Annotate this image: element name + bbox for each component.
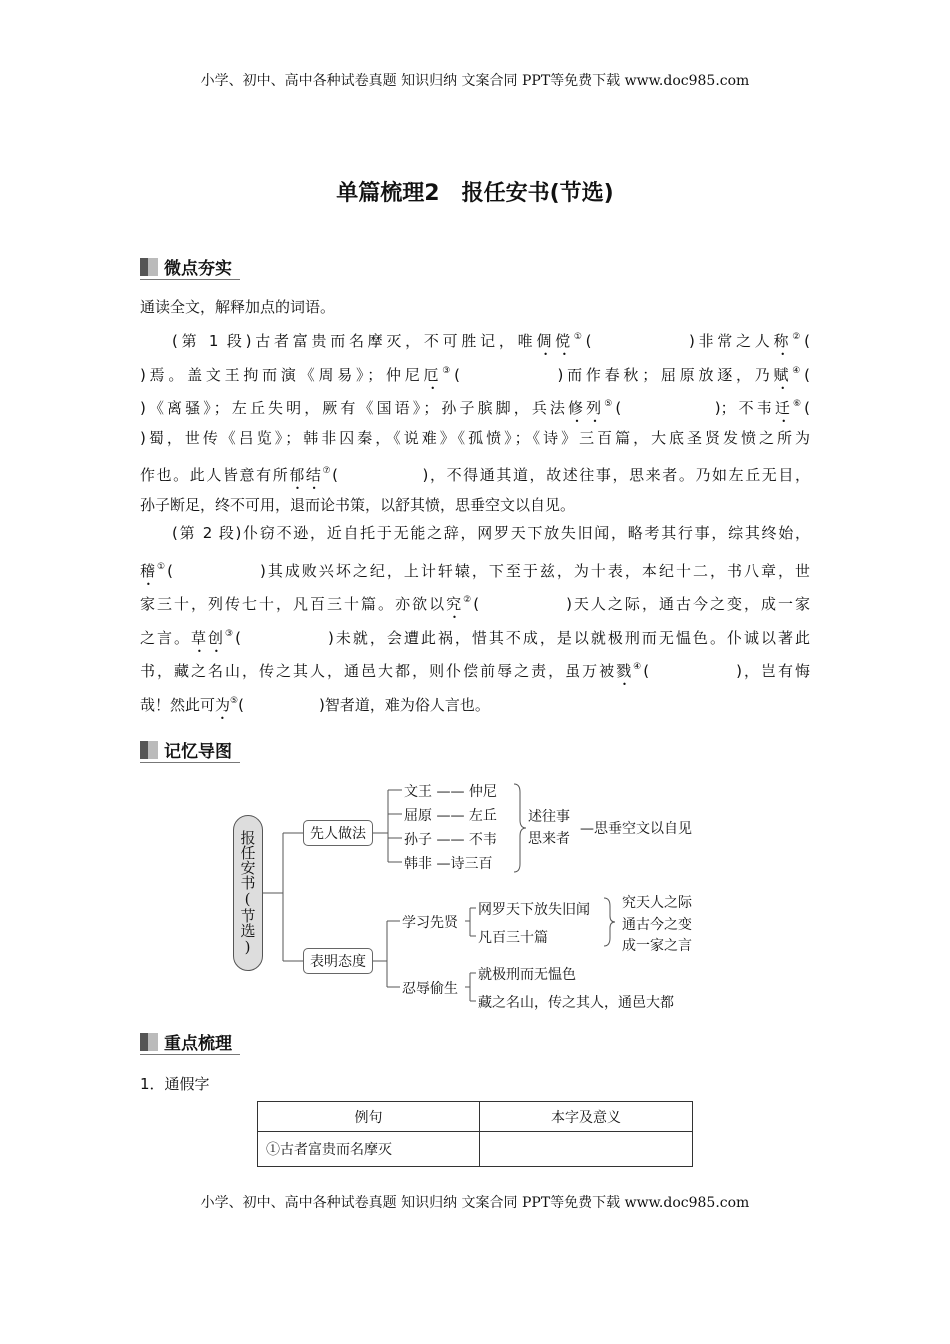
column-header: 例句 — [258, 1102, 480, 1132]
mind-map-node-xianren: 先人做法 — [303, 820, 373, 846]
mind-map-leaf: 孙子 —— 不韦 — [404, 832, 497, 848]
dotted-word: 倜傥 — [536, 332, 574, 350]
dotted-word: 修列 — [568, 399, 605, 417]
footnote-number: ② — [463, 595, 474, 605]
text: (第 2 段)仆窃不逊，近自托于无能之辞，网罗天下放失旧闻，略考其行事，综其终始， — [172, 524, 810, 542]
list-heading: 1．通假字 — [140, 1075, 210, 1093]
mind-map-leaf: —思垂空文以自见 — [580, 821, 692, 837]
footnote-number: ① — [573, 332, 586, 342]
instruction: 通读全文，解释加点的词语。 — [140, 298, 336, 316]
text: )《离骚》；左丘失明，厥有《国语》；孙子膑脚，兵法 — [140, 399, 569, 417]
text: 书，藏之名山，传之其人，通邑大都，则仆偿前辱之责，虽万被 — [140, 662, 617, 680]
dotted-word: 究 — [446, 595, 464, 613]
mind-map-leaf: 网罗天下放失旧闻 — [478, 902, 590, 918]
mind-map-leaf: 韩非 —诗三百 — [404, 856, 493, 872]
mind-map-root: 报任安书(节选) — [233, 815, 263, 971]
page-header: 小学、初中、高中各种试卷真题 知识归纳 文案合同 PPT等免费下载 www.doc985.com — [200, 73, 750, 89]
dotted-word: 迁 — [774, 399, 793, 417]
section-title: 记忆导图 — [164, 742, 232, 762]
mind-map-node: 学习先贤 — [402, 915, 458, 931]
section-title: 重点梳理 — [164, 1034, 232, 1054]
text: ( )天人之际，通古今之变，成一家 — [473, 595, 810, 613]
footnote-number: ⑥ — [792, 399, 805, 409]
dotted-word: 为 — [215, 695, 231, 714]
mind-map-leaf: 就极刑而无愠色 — [478, 967, 576, 983]
text: 家三十，列传七十，凡百三十篇。亦欲以 — [140, 595, 447, 613]
section-marker-icon — [140, 1033, 158, 1051]
footnote-number: ⑤ — [604, 399, 616, 409]
text: ( — [804, 399, 810, 417]
dotted-word: 赋 — [773, 365, 793, 384]
page-footer: 小学、初中、高中各种试卷真题 知识归纳 文案合同 PPT等免费下载 www.doc985.com — [200, 1195, 750, 1211]
dotted-word: 厄 — [423, 365, 443, 384]
text: ( )未就，会遭此祸，惜其不成，是以就极刑而无愠色。仆诚以著此 — [235, 628, 810, 647]
mind-map-node: 忍辱偷生 — [402, 981, 458, 997]
text: 之言。 — [140, 628, 192, 647]
section-heading-zhongdian — [140, 1029, 240, 1055]
column-header: 本字及意义 — [480, 1102, 693, 1132]
footnote-number: ⑤ — [230, 695, 239, 706]
table-row — [258, 1132, 693, 1167]
dotted-word: 稽 — [140, 561, 158, 580]
mind-map-leaf: 屈原 —— 左丘 — [404, 808, 497, 824]
text: ( )而作春秋；屈原放逐，乃 — [454, 365, 774, 384]
text: ( )，岂有悔 — [643, 662, 810, 680]
table-cell — [480, 1132, 693, 1167]
footnote-number: ① — [157, 561, 168, 572]
text: ( )智者道，难为俗人言也。 — [238, 695, 490, 714]
mind-map-leaf: 述往事 — [528, 809, 570, 825]
text: 作也。此人皆意有所 — [140, 466, 290, 484]
footnote-number: ④ — [792, 365, 805, 376]
text: )焉。盖文王拘而演《周易》；仲尼 — [140, 365, 424, 384]
mind-map-leaf: 思来者 — [528, 831, 570, 847]
text: ( )其成败兴坏之纪，上计轩辕，下至于兹，为十表，本纪十二，书八章，世 — [167, 561, 810, 580]
footnote-number: ③ — [225, 628, 236, 639]
mind-map-leaf: 凡百三十篇 — [478, 930, 548, 946]
text: ( )；不韦 — [615, 399, 775, 417]
mind-map-leaf: 通古今之变 — [622, 917, 692, 933]
footnote-number: ③ — [442, 365, 455, 376]
text: ( )，不得通其道，故述往事，思来者。乃如左丘无目， — [332, 466, 810, 484]
dotted-word: 郁结 — [289, 466, 323, 484]
mind-map-leaf: 究天人之际 — [622, 895, 692, 911]
dotted-word: 草创 — [191, 628, 226, 647]
footnote-number: ② — [792, 332, 805, 342]
footnote-number: ⑦ — [322, 466, 333, 476]
table-header-row — [258, 1102, 693, 1132]
footnote-number: ④ — [633, 662, 644, 672]
dotted-word: 戮 — [616, 662, 634, 680]
page-title: 单篇梳理2 报任安书(节选) — [336, 181, 614, 206]
text: 哉！然此可 — [140, 695, 216, 714]
text: )蜀，世传《吕览》；韩非囚秦，《说难》《孤愤》；《诗》三百篇，大底圣贤发愤之所为 — [140, 428, 810, 447]
mind-map-leaf: 成一家之言 — [622, 938, 692, 954]
mind-map-leaf: 文王 —— 仲尼 — [404, 784, 497, 800]
text: ( )非常之人 — [585, 332, 774, 350]
mind-map-leaf: 藏之名山，传之其人，通邑大都 — [478, 995, 674, 1011]
section-title: 微点夯实 — [164, 259, 232, 279]
text: ( — [804, 365, 810, 384]
mind-map-node-biaoming: 表明态度 — [303, 948, 373, 974]
table-cell: ①古者富贵而名摩灭 — [258, 1132, 480, 1167]
tongjiazi-table — [257, 1101, 693, 1167]
text: (第 1 段)古者富贵而名摩灭，不可胜记，唯 — [172, 332, 537, 350]
dotted-word: 称 — [773, 332, 793, 350]
text: ( — [804, 332, 810, 350]
text: 孙子断足，终不可用，退而论书策，以舒其愤，思垂空文以自见。 — [140, 495, 576, 514]
